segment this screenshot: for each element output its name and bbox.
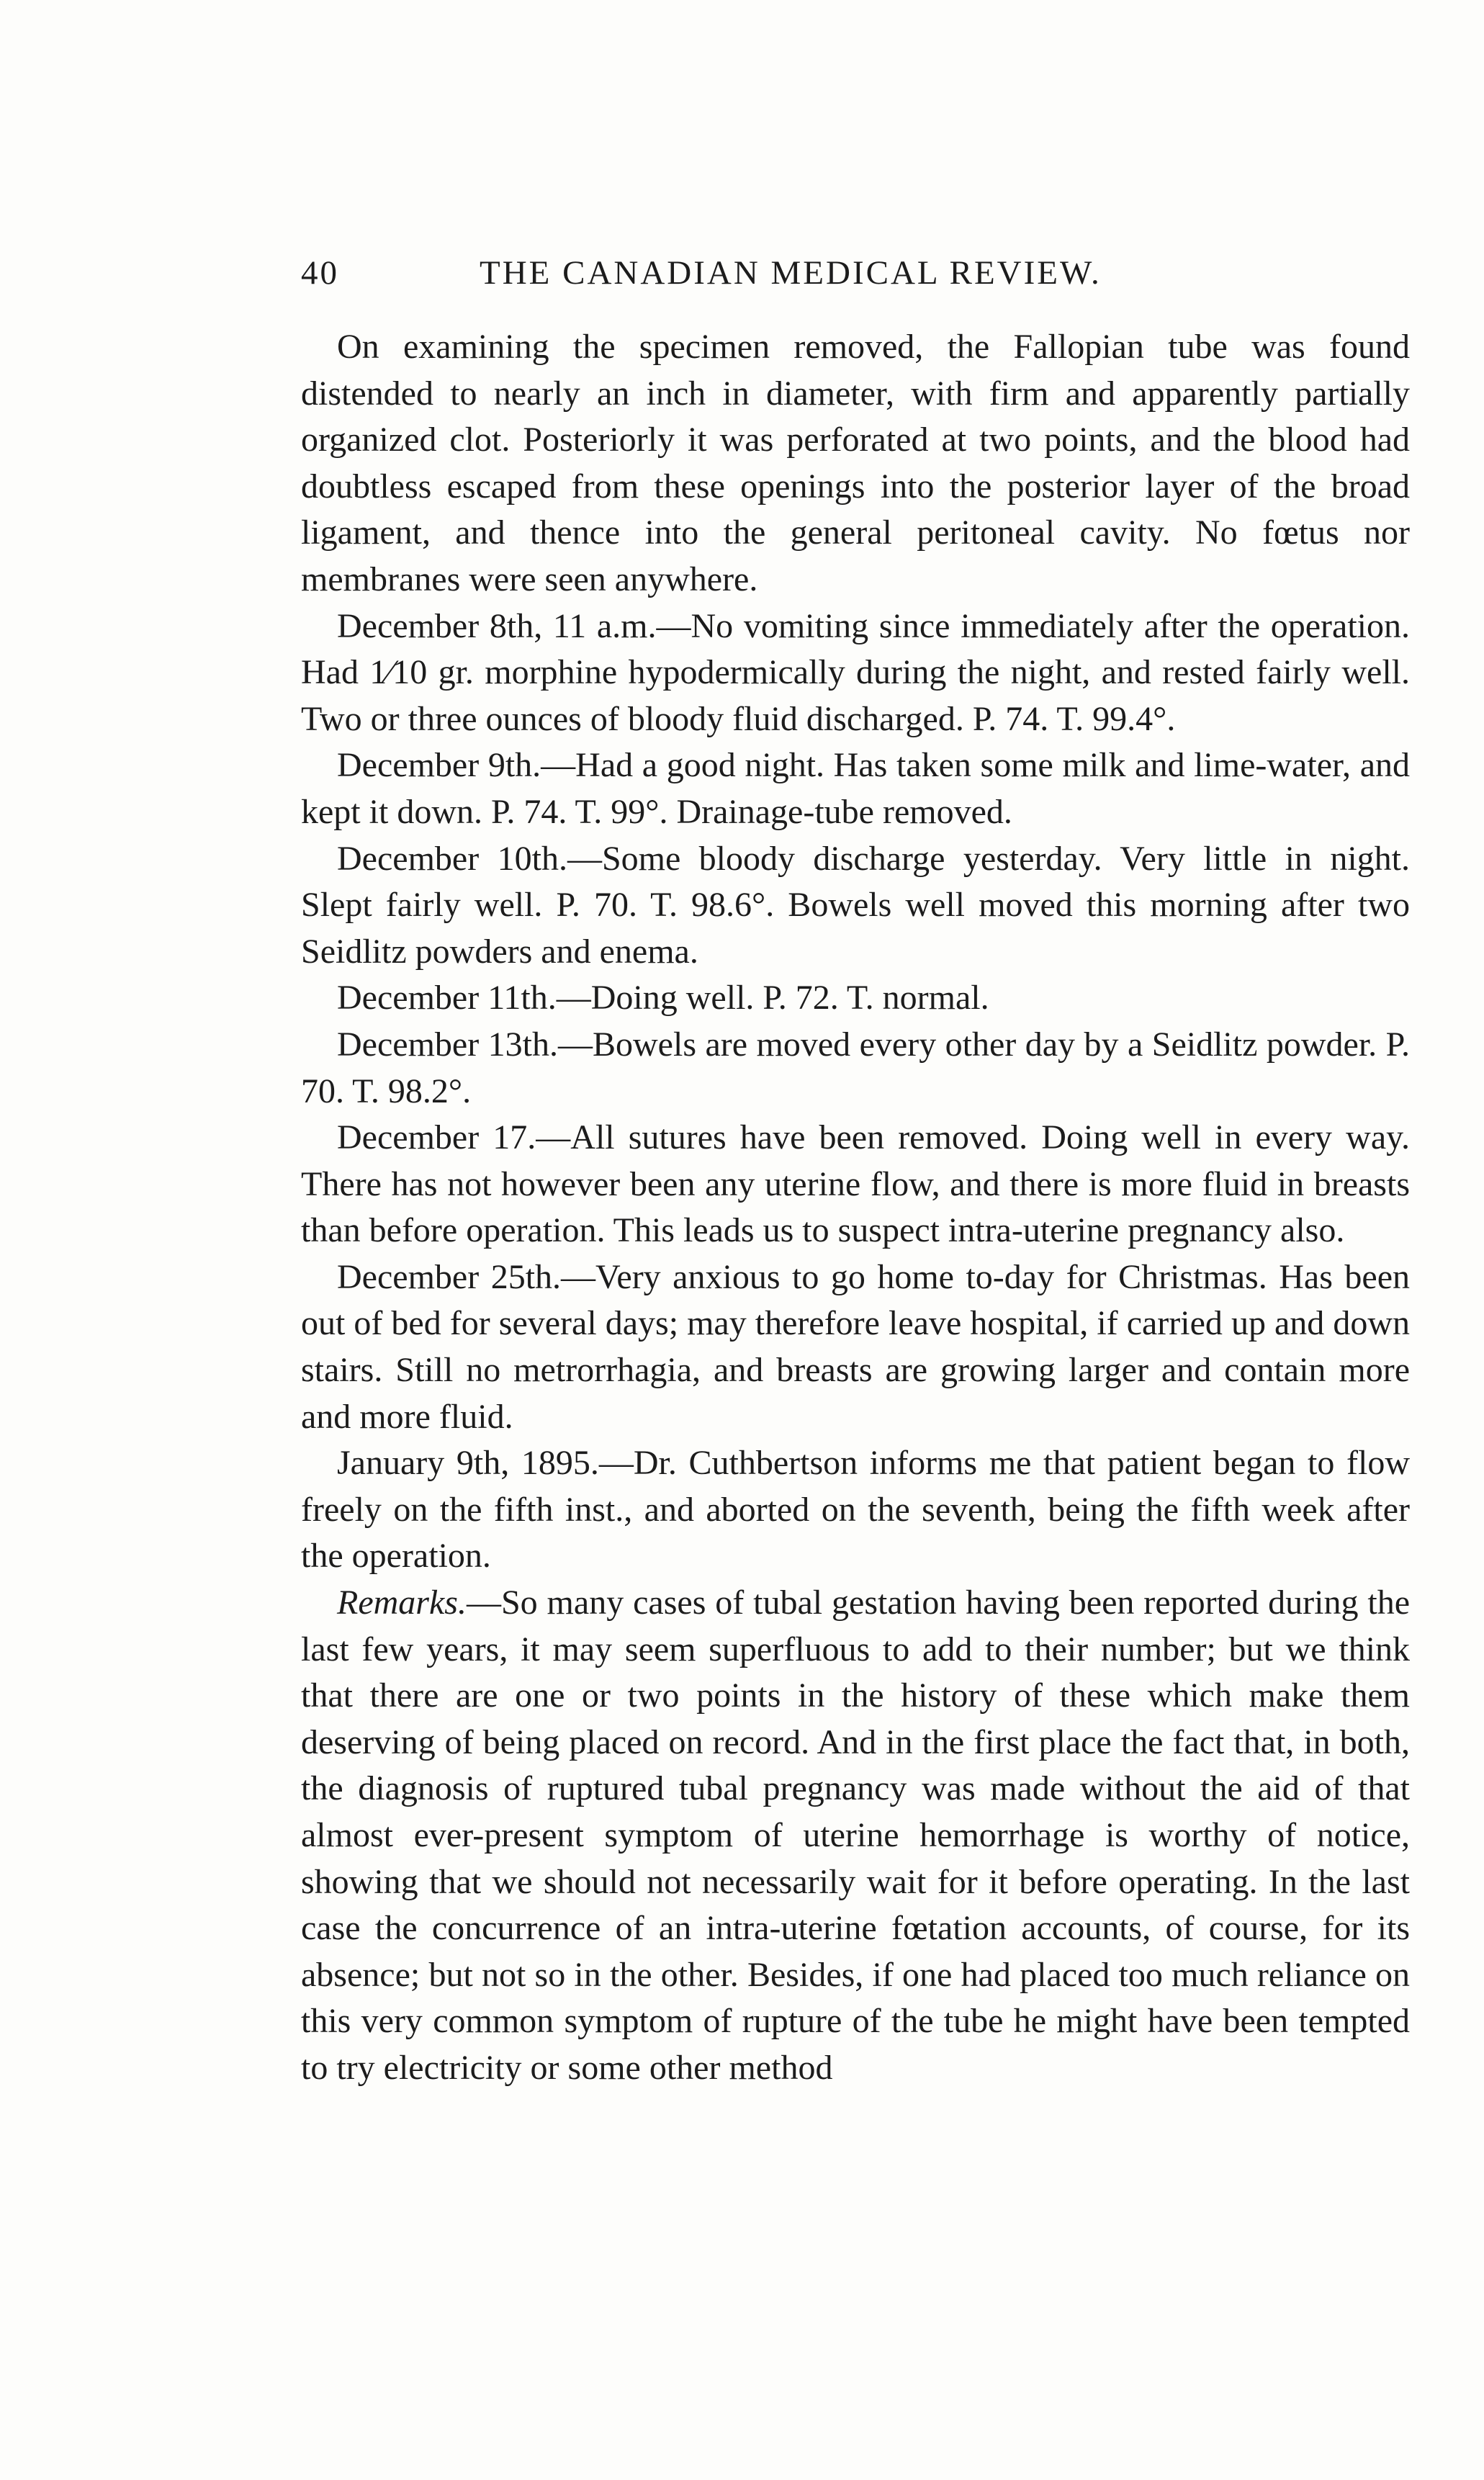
page-header <box>301 253 1410 297</box>
paragraph-dec-11: December 11th.—Doing well. P. 72. T. normal. <box>337 979 989 1017</box>
paragraph-dec-17: December 17.—All sutures have been removed. Doing well in every way. There has not however been any uterine flow, and there is more fluid in breasts than before operation. This leads us to suspect intra-uterine pregnancy also. <box>301 1118 1410 1250</box>
paragraph-dec-10: December 10th.—Some bloody discharge yesterday. Very little in night. Slept fairly well. P. 70. T. 98.6°. Bowels well moved this morning after two Seidlitz powders and enema. <box>301 839 1410 971</box>
remarks-label: Remarks. <box>337 1583 467 1622</box>
paragraph-dec-9: December 9th.—Had a good night. Has taken some milk and lime-water, and kept it down. P. 74. T. 99°. Drainage-tube removed. <box>301 746 1410 831</box>
body-text <box>301 324 1410 2092</box>
running-title: THE CANADIAN MEDICAL REVIEW. <box>480 254 1102 292</box>
paragraph-dec-25: December 25th.—Very anxious to go home to-day for Christmas. Has been out of bed for several days; may therefore leave hospital, if carried up and down stairs. Still no metrorrhagia, and breasts are growing larger and contain more and more fluid. <box>301 1257 1410 1436</box>
paragraph-dec-13: December 13th.—Bowels are moved every other day by a Seidlitz powder. P. 70. T. 98.2°. <box>301 1025 1410 1110</box>
paragraph-jan-9: January 9th, 1895.—Dr. Cuthbertson informs me that patient began to flow freely on the fifth inst., and aborted on the seventh, being the fifth week after the operation. <box>301 1444 1410 1576</box>
paragraph-specimen: On examining the specimen removed, the Fallopian tube was found distended to nearly an inch in diameter, with firm and apparently partially organized clot. Posteriorly it was perforated at two points, and the blood had doubtless escaped from these openings into the posterior layer of the broad ligament, and thence into the general peritoneal cavity. No fœtus nor membranes were seen anywhere. <box>301 328 1410 598</box>
remarks-text: —So many cases of tubal gestation having been reported during the last few years, it may seem superfluous to add to their number; but we think that there are one or two points in the history of these which make them deserving of being placed on record. And in the first place the fact that, in both, the diagnosis of ruptured tubal pregnancy was made without the aid of that almost ever-present symptom of uterine hemorrhage is worthy of notice, showing that we should not necessarily wait for it before operating. In the last case the concurrence of an intra-uterine fœtation accounts, of course, for its absence; but not so in the other. Besides, if one had placed too much reliance on this very common symptom of rupture of the tube he might have been tempted to try electricity or some other method <box>301 1583 1410 2087</box>
paragraph-remarks <box>301 1580 1410 2092</box>
page-number: 40 <box>301 254 339 292</box>
paragraph-dec-8: December 8th, 11 a.m.—No vomiting since immediately after the operation. Had 1⁄10 gr. morphine hypodermically during the night, and rested fairly well. Two or three ounces of bloody fluid discharged. P. 74. T. 99.4°. <box>301 606 1410 738</box>
